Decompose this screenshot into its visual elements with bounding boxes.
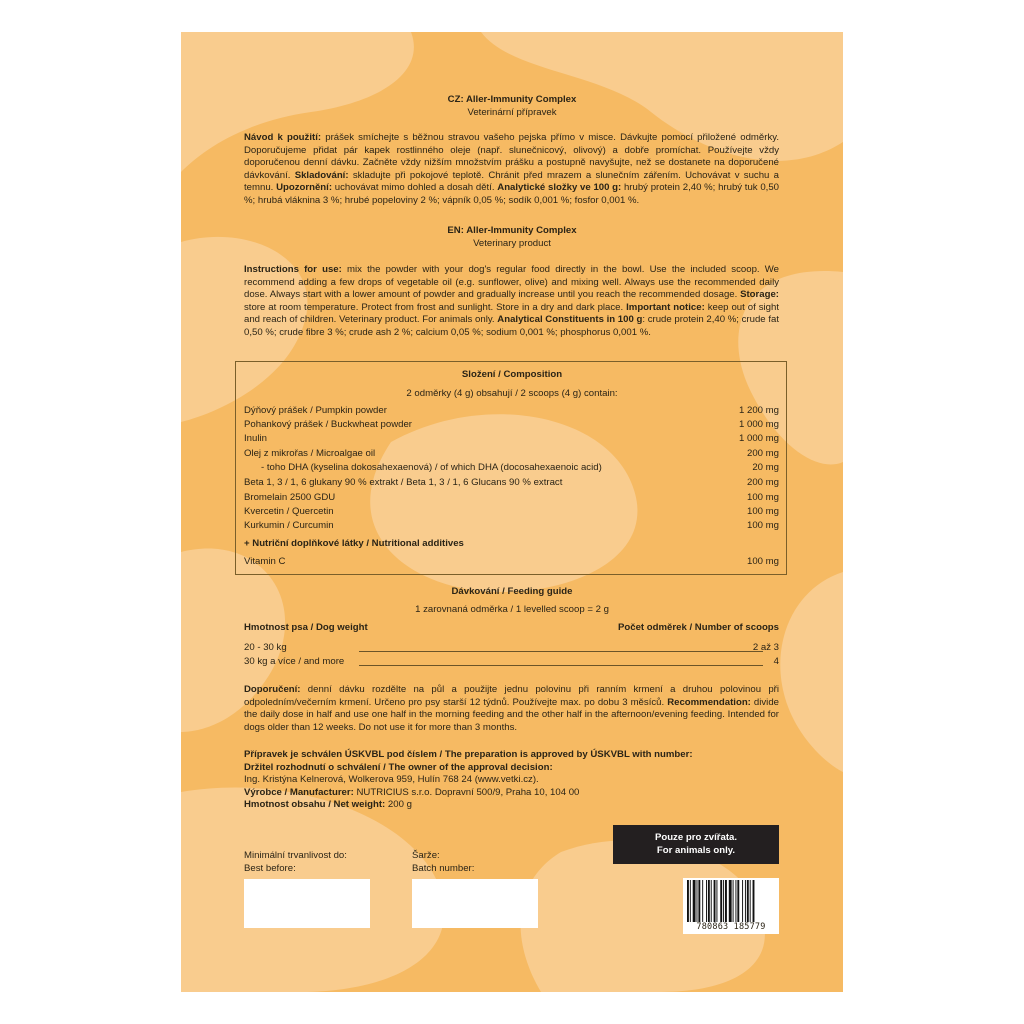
barcode-bar xyxy=(747,880,749,922)
barcode-bar xyxy=(729,880,732,922)
barcode-bar xyxy=(733,880,734,922)
ingredient-name: Kvercetin / Quercetin xyxy=(244,506,334,517)
net-weight-line xyxy=(244,799,779,812)
cz-instructions-label: Návod k použití: xyxy=(244,132,322,143)
ingredient-amount: 100 mg xyxy=(747,492,779,503)
barcode-bar xyxy=(742,880,743,922)
barcode-bar xyxy=(711,880,712,922)
composition-row xyxy=(244,419,779,432)
en-instructions xyxy=(244,264,779,340)
feeding-leader-line xyxy=(359,665,763,666)
manufacturer-label: Výrobce / Manufacturer: xyxy=(244,786,354,798)
best-before-label xyxy=(244,850,384,875)
ingredient-amount: 1 000 mg xyxy=(738,419,779,430)
batch-number-box xyxy=(412,879,538,928)
ingredient-amount: 100 mg xyxy=(747,520,779,531)
product-label xyxy=(181,32,843,992)
additive-amount: 100 mg xyxy=(747,556,779,567)
ingredient-name: Pohankový prášek / Buckwheat powder xyxy=(244,419,412,430)
en-notice-text: keep out of sight and reach of children. Veterinary product. For animals only. xyxy=(244,301,779,326)
animals-only-badge xyxy=(613,825,779,864)
feeding-weight: 30 kg a více / and more xyxy=(244,656,345,667)
cz-analytical-text: hrubý protein 2,40 %; hrubý tuk 0,50 %; hrubá vláknina 3 %; hrubé popeloviny 2 %; vápník 0,05 %; sodík 0,001 %; fosfor 0,001 %. xyxy=(244,182,779,206)
feeding-subtitle: 1 zarovnaná odměrka / 1 levelled scoop = 2 g xyxy=(415,604,609,615)
en-title: EN: Aller-Immunity Complex xyxy=(447,225,577,236)
recommendation-cz-text: denní dávku rozdělte na půl a použijte jednu polovinu při ranním krmení a druhou polovinou při odpoledním/večerním krmení. Určeno pro psy starší 12 týdnů. Používejte max. po dobu 3 měsíců. xyxy=(244,684,779,708)
barcode-bar xyxy=(735,880,736,922)
en-instructions-label: Instructions for use: xyxy=(244,264,342,275)
cz-analytical-label: Analytické složky ve 100 g: xyxy=(497,182,622,194)
en-instructions-text: mix the powder with your dog's regular food directly in the bowl. Use the included scoop. We recommend adding a few drops of vegetable oil (e.g. sunflower, olive) and mixing well. Always use the recommended daily dose. Always start with a lower amount of powder and gradually increase until you reach the recommended dosage. xyxy=(244,264,779,301)
best-before-box xyxy=(244,879,370,928)
ingredient-name: Beta 1, 3 / 1, 6 glukany 90 % extrakt / Beta 1, 3 / 1, 6 Glucans 90 % extract xyxy=(244,477,563,488)
ingredient-amount: 20 mg xyxy=(752,462,779,473)
approval-holder-label: Držitel rozhodnutí o schválení / The owner of the approval decision: xyxy=(244,761,553,773)
ingredient-name: Dýňový prášek / Pumpkin powder xyxy=(244,405,387,416)
barcode-bar xyxy=(702,880,703,922)
recommendation-cz-label: Doporučení: xyxy=(244,684,301,695)
batch-cz: Šarže: xyxy=(412,850,440,861)
composition-row xyxy=(244,506,779,519)
en-analytical-text: : crude protein 2,40 %; crude fat 0,50 %; crude fibre 3 %; crude ash 2 %; calcium 0,05 %; sodium 0,001 %; phosphorus 0,001 %. xyxy=(244,314,779,338)
approval-holder: Ing. Kristýna Kelnerová, Wolkerova 959, Hulín 768 24 (www.vetki.cz). xyxy=(244,774,539,786)
approval-number-label: Přípravek je schválen ÚSKVBL pod číslem / The preparation is approved by ÚSKVBL with number: xyxy=(244,749,693,760)
approval-info xyxy=(244,749,779,812)
en-subtitle: Veterinary product xyxy=(473,238,551,249)
manufacturer-value: NUTRICIUS s.r.o. Dopravní 500/9, Praha 10, 104 00 xyxy=(353,786,580,798)
composition-row xyxy=(244,448,779,461)
barcode-bar xyxy=(690,880,691,922)
manufacturer-line xyxy=(244,787,779,800)
cz-instructions-text: prášek smíchejte s běžnou stravou vašeho pejska přímo v misce. Dávkujte pomocí přiložené odměrky. Doporučujeme přidat pár kapek rostlinného oleje (např. slunečnicový, olivový) a dobře promíchat. Používejte vždy doporučenou denní dávku. Začněte vždy nižším množstvím prášku a postupně navyšujte, než se dostanete na doporučené dávkování. xyxy=(244,132,779,181)
ingredient-amount: 200 mg xyxy=(747,477,779,488)
barcode-bar xyxy=(725,880,727,922)
recommendation-en-text: divide the daily dose in half and use one half in the morning feeding and the other half in the afternoon/evening feeding. Intended for dogs older than 12 weeks. Do not use it for more than 3 months. xyxy=(244,696,779,733)
barcode-bar xyxy=(693,880,696,922)
batch-label xyxy=(412,850,552,875)
composition-row xyxy=(244,556,779,569)
composition-subtitle: 2 odměrky (4 g) obsahují / 2 scoops (4 g) contain: xyxy=(406,388,618,399)
composition-row xyxy=(244,520,779,533)
additives-heading: + Nutriční doplňkové látky / Nutritional additives xyxy=(244,538,464,549)
barcode-bar xyxy=(745,880,746,922)
barcode-bar xyxy=(698,880,700,922)
barcode-bar xyxy=(687,880,689,922)
ingredient-amount: 200 mg xyxy=(747,448,779,459)
feeding-scoops: 4 xyxy=(773,656,779,667)
ingredient-name: Olej z mikrořas / Microalgae oil xyxy=(244,448,376,459)
cz-instructions xyxy=(244,132,779,208)
composition-row xyxy=(244,477,779,490)
additive-name: Vitamin C xyxy=(244,556,286,567)
cz-warning-label: Upozornění: xyxy=(276,182,333,194)
feeding-leader-line xyxy=(359,651,763,652)
feeding-weight-header: Hmotnost psa / Dog weight xyxy=(244,622,368,633)
barcode-bar xyxy=(697,880,698,922)
batch-en: Batch number: xyxy=(412,862,475,874)
cz-title: CZ: Aller-Immunity Complex xyxy=(447,94,577,105)
barcode-bar xyxy=(716,880,717,922)
net-weight-label: Hmotnost obsahu / Net weight: xyxy=(244,799,386,811)
best-before-cz: Minimální trvanlivost do: xyxy=(244,850,347,861)
composition-row xyxy=(244,433,779,446)
barcode-bar xyxy=(708,880,710,922)
net-weight-value: 200 g xyxy=(385,799,412,811)
barcode-bar xyxy=(750,880,751,922)
barcode-bar xyxy=(723,880,724,922)
ingredient-amount: 100 mg xyxy=(747,506,779,517)
en-notice-label: Important notice: xyxy=(626,301,705,313)
cz-storage-label: Skladování: xyxy=(294,169,349,181)
ingredient-name: Kurkumin / Curcumin xyxy=(244,520,334,531)
feeding-row xyxy=(244,642,779,655)
ingredient-name: Bromelain 2500 GDU xyxy=(244,492,336,503)
additives-heading-row xyxy=(244,538,779,551)
barcode-bar xyxy=(720,880,722,922)
feeding-scoops-header: Počet odměrek / Number of scoops xyxy=(618,622,779,633)
composition-row xyxy=(244,462,779,475)
barcode-bar xyxy=(753,880,755,922)
en-storage-label: Storage: xyxy=(740,289,779,301)
en-storage-text: store at room temperature. Protect from frost and sunlight. Store in a dry and dark place. xyxy=(244,301,627,313)
animals-only-en: For animals only. xyxy=(656,844,736,856)
best-before-en: Best before: xyxy=(244,862,296,874)
cz-subtitle: Veterinární přípravek xyxy=(467,107,557,118)
feeding-scoops: 2 až 3 xyxy=(752,642,779,653)
barcode-bar xyxy=(737,880,739,922)
ingredient-name: - toho DHA (kyselina dokosahexaenová) / of which DHA (docosahexaenoic acid) xyxy=(261,462,602,473)
composition-row xyxy=(244,492,779,505)
ingredient-name: Inulin xyxy=(244,433,267,444)
barcode xyxy=(683,878,779,934)
barcode-bar xyxy=(706,880,707,922)
ingredient-amount: 1 000 mg xyxy=(738,433,779,444)
cz-warning-text: uchovávat mimo dohled a dosah dětí. xyxy=(332,182,498,194)
composition-title: Složení / Composition xyxy=(461,369,563,380)
animals-only-cz: Pouze pro zvířata. xyxy=(654,832,738,843)
feeding-weight: 20 - 30 kg xyxy=(244,642,287,653)
barcode-number: 780863 185779 xyxy=(696,922,766,932)
composition-row xyxy=(244,405,779,418)
feeding-title: Dávkování / Feeding guide xyxy=(451,586,573,597)
recommendation xyxy=(244,684,779,734)
feeding-row xyxy=(244,656,779,669)
ingredient-amount: 1 200 mg xyxy=(738,405,779,416)
cz-storage-text: skladujte při pokojové teplotě. Chránit před mrazem a slunečním zářením. Uchovávat v suchu a temnu. xyxy=(244,169,779,194)
barcode-bars xyxy=(687,880,775,922)
recommendation-en-label: Recommendation: xyxy=(667,696,751,708)
en-analytical-label: Analytical Constituents in 100 g xyxy=(497,314,643,326)
barcode-bar xyxy=(714,880,716,922)
